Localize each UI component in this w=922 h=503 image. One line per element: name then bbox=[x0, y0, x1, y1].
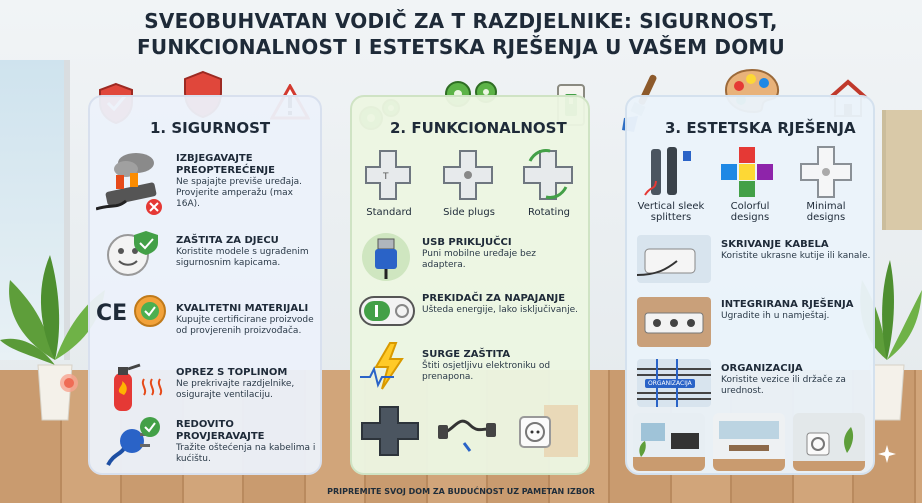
colorful-splitter-icon bbox=[719, 145, 775, 199]
quality-badge-icon bbox=[132, 293, 168, 333]
option-rotating: Rotating bbox=[527, 207, 571, 218]
item-desc: Puni mobilne uređaje bez adaptera. bbox=[422, 249, 536, 270]
plugs-tangle-icon bbox=[434, 403, 498, 459]
item-title: INTEGRIRANA RJEŠENJA bbox=[721, 299, 854, 310]
cable-box-icon bbox=[637, 235, 711, 283]
usb-plug-icon bbox=[360, 231, 412, 283]
rotating-splitter-icon bbox=[522, 147, 574, 201]
item-title: SKRIVANJE KABELA bbox=[721, 239, 829, 250]
item-inspect bbox=[176, 419, 316, 465]
cable-organizer-icon bbox=[637, 359, 711, 407]
item-desc: Ugradite ih u namještaj. bbox=[721, 311, 830, 321]
item-desc: Ne spajajte previše uređaja. Provjerite amperažu (max 16A). bbox=[176, 177, 303, 209]
infographic-title bbox=[0, 8, 922, 60]
item-overload bbox=[176, 153, 316, 210]
item-title: ZAŠTITA ZA DJECU bbox=[176, 235, 279, 246]
item-title: KVALITETNI MATERIJALI bbox=[176, 303, 309, 314]
item-title: IZBJEGAVAJTE PREOPTEREĆENJE bbox=[176, 153, 275, 176]
svg-text:T: T bbox=[383, 172, 389, 182]
item-title: ORGANIZACIJA bbox=[721, 363, 803, 374]
fire-extinguisher-icon bbox=[100, 359, 166, 413]
wall-art-right bbox=[882, 110, 922, 230]
footer-tagline: PRIPREMITE SVOJ DOM ZA BUDUĆNOST UZ PAMETAN IZBOR bbox=[327, 487, 595, 496]
option-colorful: Colorful designs bbox=[730, 201, 770, 223]
side-plugs-splitter-icon bbox=[442, 149, 494, 201]
item-surge bbox=[422, 349, 582, 383]
item-title: REDOVITO PROVJERAVAJTE bbox=[176, 419, 265, 442]
title-line-2: FUNKCIONALNOST I ESTETSKA RJEŠENJA U VAŠEM DOMU bbox=[137, 35, 785, 59]
functionality-panel bbox=[350, 95, 590, 475]
overloaded-strip-icon bbox=[96, 149, 166, 217]
panel-title-aesthetics: 3. ESTETSKA RJEŠENJA bbox=[665, 119, 856, 137]
item-hide-cables bbox=[721, 239, 871, 262]
item-desc: Ne prekrivajte razdjelnike, osigurajte ventilaciju. bbox=[176, 379, 295, 400]
item-title: USB PRIKLJUČCI bbox=[422, 237, 512, 248]
integrated-strip-icon bbox=[637, 297, 711, 347]
item-heat bbox=[176, 367, 316, 401]
vertical-splitter-icon bbox=[641, 145, 701, 199]
item-title: SURGE ZAŠTITA bbox=[422, 349, 511, 360]
living-room-photo-icon bbox=[633, 413, 705, 471]
ce-certified-icon: CE bbox=[96, 301, 128, 326]
panel-title-safety: 1. SIGURNOST bbox=[150, 119, 271, 137]
item-switch bbox=[422, 293, 582, 316]
safety-panel bbox=[88, 95, 322, 475]
item-desc: Koristite vezice ili držače za urednost. bbox=[721, 375, 846, 396]
sparkle-icon bbox=[878, 445, 896, 463]
standard-splitter-icon bbox=[364, 149, 412, 201]
option-side-plugs: Side plugs bbox=[443, 207, 495, 218]
surge-bolt-icon bbox=[360, 341, 416, 391]
title-line-1: SVEOBUHVATAN VODIČ ZA T RAZDJELNIKE: SIGURNOST, bbox=[144, 9, 778, 33]
panel-title-functionality: 2. FUNKCIONALNOST bbox=[390, 119, 567, 137]
item-desc: Tražite oštećenja na kabelima i kućištu. bbox=[176, 443, 316, 464]
item-integrated bbox=[721, 299, 871, 322]
item-desc: Štiti osjetljivu elektroniku od prenapona. bbox=[422, 361, 551, 382]
item-quality bbox=[176, 303, 316, 337]
wall-outlet-room-photo-icon bbox=[793, 413, 865, 471]
item-organization bbox=[721, 363, 871, 397]
item-child-safety bbox=[176, 235, 316, 269]
item-title: PREKIDAČI ZA NAPAJANJE bbox=[422, 293, 566, 304]
option-vertical-sleek: Vertical sleek splitters bbox=[637, 201, 705, 223]
item-desc: Koristite ukrasne kutije ili kanale. bbox=[721, 251, 871, 261]
child-safe-socket-icon bbox=[104, 229, 160, 279]
item-title: OPREZ S TOPLINOM bbox=[176, 367, 288, 378]
item-desc: Kupujte certificirane proizvode od provjerenih proizvođača. bbox=[176, 315, 314, 336]
splitter-cable-icon bbox=[358, 403, 424, 459]
glow-orb-icon bbox=[58, 372, 80, 394]
dining-room-photo-icon bbox=[713, 413, 785, 471]
item-usb bbox=[422, 237, 582, 271]
option-standard: Standard bbox=[366, 207, 412, 218]
option-minimal: Minimal designs bbox=[806, 201, 846, 223]
item-desc: Ušteda energije, lako isključivanje. bbox=[422, 305, 578, 315]
aesthetics-panel bbox=[625, 95, 875, 475]
item-desc: Koristite modele s ugrađenim sigurnosnim kapicama. bbox=[176, 247, 309, 268]
wall-socket-icon bbox=[514, 403, 580, 459]
plug-check-icon bbox=[104, 415, 168, 471]
organizer-tag: ORGANIZACIJA bbox=[645, 379, 695, 388]
minimal-splitter-icon bbox=[799, 145, 853, 199]
power-switch-icon bbox=[358, 291, 416, 331]
